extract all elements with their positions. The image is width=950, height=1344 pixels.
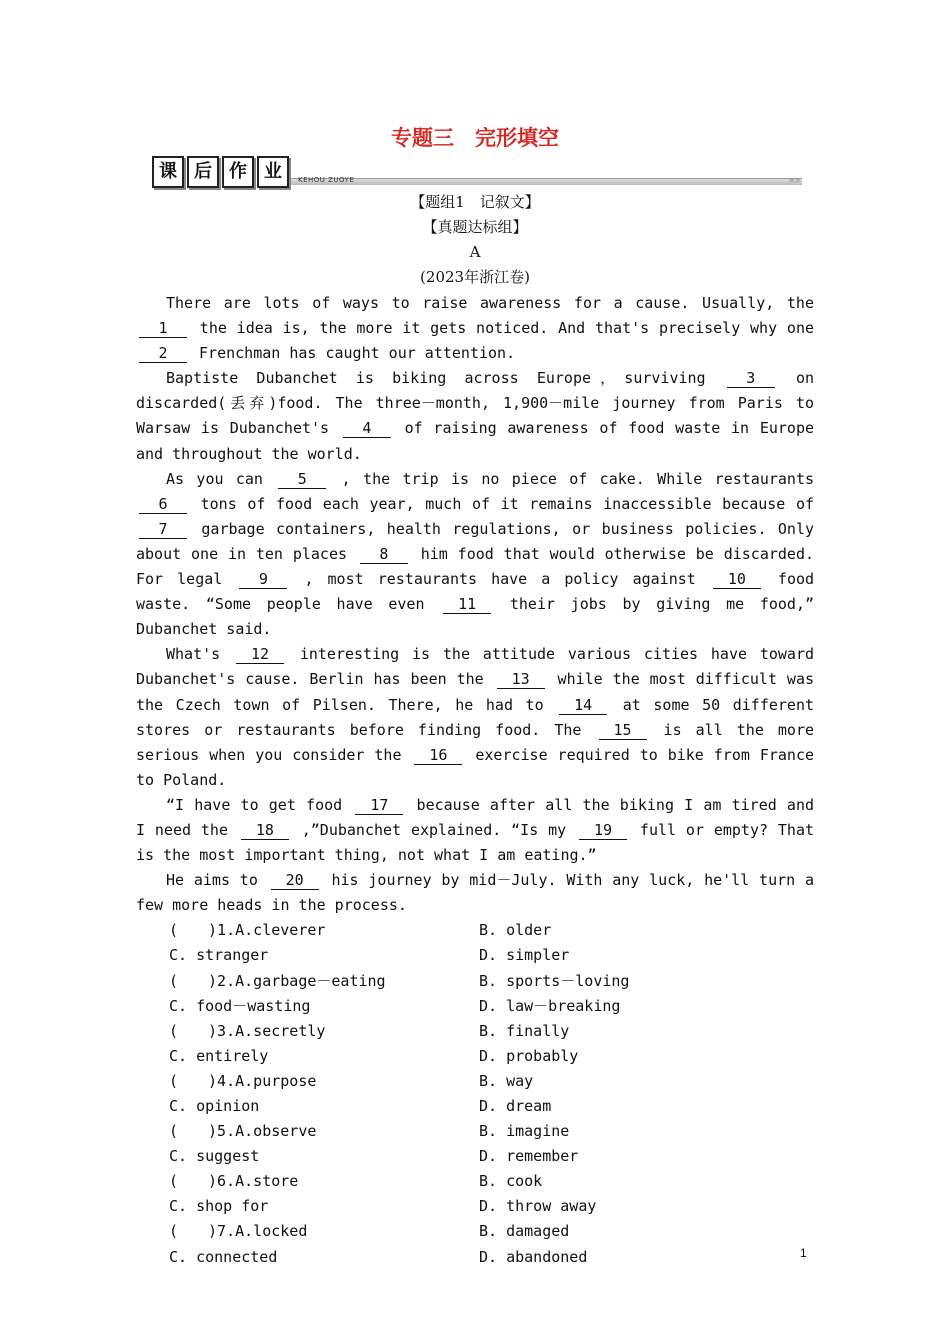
banner-title	[152, 156, 289, 188]
blank-8: 8	[360, 546, 408, 564]
option-left: ( )6.A.store	[169, 1172, 299, 1191]
option-row	[136, 1245, 814, 1270]
text: What's	[166, 645, 221, 664]
option-left: C. food－wasting	[169, 996, 311, 1015]
group-heading: 【题组1 记叙文】	[410, 193, 540, 211]
blank-20: 20	[271, 872, 319, 890]
text: full or empty? That is the most important thing, not what I am eating.”	[136, 820, 815, 865]
text: Frenchman has caught our attention.	[199, 344, 516, 363]
paragraph-3	[136, 467, 814, 643]
blank-10: 10	[713, 571, 761, 589]
banner-subtitle: KEHOU ZUOYE	[298, 176, 355, 184]
text: while the most difficult was the Czech town of Pilsen. There, he had to	[136, 670, 815, 714]
banner-char: 作	[222, 156, 254, 188]
option-row	[136, 1194, 814, 1219]
text: “I have to get food	[166, 795, 343, 814]
text: , the trip is no piece of cake. While restaurants	[341, 469, 815, 488]
text: of raising awareness of food waste in Europe and throughout the world.	[136, 419, 815, 463]
banner-char: 课	[152, 156, 184, 188]
option-right: B. older	[479, 921, 552, 940]
paragraph-4	[136, 642, 814, 793]
option-left: C. opinion	[169, 1097, 260, 1115]
text: Baptiste Dubanchet is biking across Europe，surviving	[166, 369, 706, 388]
text: There are lots of ways to raise awareness for a cause. Usually, the	[166, 294, 814, 312]
option-right: D. probably	[479, 1046, 579, 1065]
text: interesting is the attitude various cities have toward Dubanchet's cause. Berlin has been the	[136, 645, 815, 689]
blank-15: 15	[599, 722, 647, 740]
option-left: ( )7.A.locked	[169, 1222, 308, 1241]
passage-label: A	[469, 243, 481, 261]
blank-17: 17	[355, 797, 403, 815]
blank-13: 13	[497, 671, 545, 689]
text: food waste. “Some people have even	[136, 570, 815, 614]
blank-2: 2	[139, 345, 187, 363]
option-left: ( )3.A.secretly	[169, 1021, 326, 1040]
blank-4: 4	[343, 420, 391, 438]
text: is all the more serious when you consider the	[136, 720, 815, 764]
option-left: ( )4.A.purpose	[169, 1071, 317, 1090]
blank-14: 14	[559, 697, 607, 715]
paragraph-6	[136, 868, 814, 918]
option-right: D. simpler	[479, 946, 570, 965]
blank-7: 7	[139, 521, 187, 539]
banner-char: 业	[257, 156, 289, 188]
paragraph-5	[136, 793, 814, 868]
blank-18: 18	[241, 822, 289, 840]
option-left: ( )2.A.garbage－eating	[169, 971, 386, 990]
page-number: 1	[800, 1246, 807, 1260]
option-left: C. suggest	[169, 1147, 260, 1166]
text: ,”Dubanchet explained. “Is my	[301, 820, 567, 839]
text: garbage containers, health regulations, or business policies. Only about one in ten places	[136, 519, 815, 563]
option-row	[136, 994, 814, 1019]
section-headings	[0, 190, 950, 290]
option-right: B. sports－loving	[479, 971, 630, 990]
option-left: C. stranger	[169, 946, 269, 965]
option-row	[136, 969, 814, 994]
text: , most restaurants have a policy against	[304, 570, 696, 589]
text: because after all the biking I am tired and I need the	[136, 795, 815, 839]
option-row	[136, 918, 814, 943]
passage-source: (2023年浙江卷)	[420, 268, 530, 286]
option-right: B. cook	[479, 1172, 543, 1191]
option-right: D. dream	[479, 1097, 552, 1115]
option-right: B. imagine	[479, 1122, 570, 1141]
blank-6: 6	[139, 496, 187, 514]
option-row	[136, 1144, 814, 1169]
option-right: B. way	[479, 1071, 534, 1090]
option-left: ( )1.A.cleverer	[169, 921, 326, 940]
option-left: ( )5.A.observe	[169, 1122, 317, 1141]
blank-19: 19	[579, 822, 627, 840]
blank-11: 11	[443, 596, 491, 614]
text: their jobs by giving me food,” Dubanchet said.	[136, 595, 815, 639]
text: at some 50 different stores or restaurants before finding food. The	[136, 695, 814, 739]
text: the idea is, the more it gets noticed. And that's precisely why one	[199, 319, 815, 338]
banner-arrow-icon: =>	[789, 176, 800, 186]
banner-char: 后	[187, 156, 219, 188]
text: exercise required to bike from France to Poland.	[136, 745, 815, 789]
text: As you can	[166, 469, 263, 488]
blank-9: 9	[239, 571, 287, 589]
blank-1: 1	[139, 320, 187, 338]
paragraph-1	[136, 291, 814, 366]
answer-options	[136, 918, 814, 1269]
section-banner	[152, 156, 800, 186]
option-left: C. connected	[169, 1247, 278, 1266]
option-row	[136, 1119, 814, 1144]
option-right: D. remember	[479, 1147, 579, 1166]
blank-16: 16	[414, 747, 462, 765]
option-row	[136, 1094, 814, 1119]
text: him food that would otherwise be discarded. For legal	[136, 544, 815, 589]
option-row	[136, 1069, 814, 1094]
blank-3: 3	[727, 370, 775, 388]
option-row	[136, 1019, 814, 1044]
text: on discarded(丢弃)food. The three－month, 1,900－mile journey from Paris to Warsaw is Dubanchet's	[136, 369, 815, 438]
option-right: D. throw away	[479, 1197, 597, 1216]
option-right: D. abandoned	[479, 1247, 588, 1266]
blank-5: 5	[278, 471, 326, 489]
option-row	[136, 1219, 814, 1244]
option-row	[136, 1169, 814, 1194]
option-right: B. finally	[479, 1021, 570, 1040]
subgroup-heading: 【真题达标组】	[422, 218, 528, 236]
option-left: C. shop for	[169, 1197, 269, 1216]
option-row	[136, 943, 814, 968]
page-title: 专题三 完形填空	[391, 126, 559, 150]
option-left: C. entirely	[169, 1046, 269, 1065]
option-right: D. law－breaking	[479, 996, 621, 1015]
blank-12: 12	[236, 646, 284, 664]
text: his journey by mid－July. With any luck, he'll turn a few more heads in the process.	[136, 871, 815, 915]
option-row	[136, 1044, 814, 1069]
option-right: B. damaged	[479, 1222, 570, 1241]
paragraph-2	[136, 366, 814, 466]
passage-body	[136, 291, 814, 1270]
text: He aims to	[166, 871, 258, 890]
text: tons of food each year, much of it remains inaccessible because of	[200, 494, 814, 513]
